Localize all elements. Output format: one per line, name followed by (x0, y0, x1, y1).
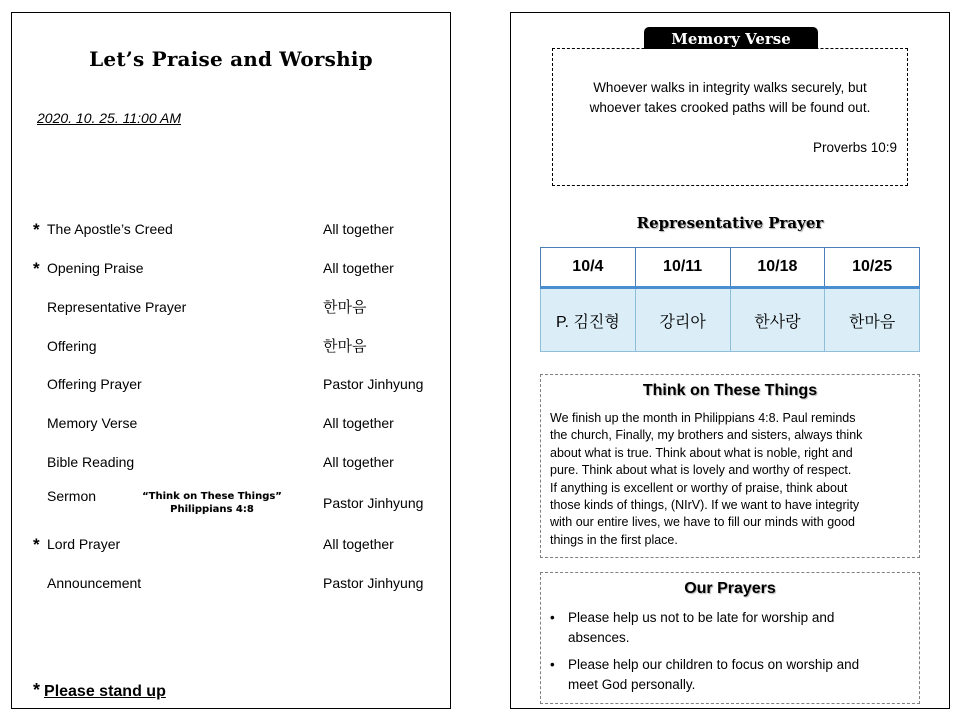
order-leader: All together (323, 260, 394, 276)
order-leader: All together (323, 536, 394, 552)
memory-verse-box (552, 48, 908, 186)
order-row (12, 415, 450, 437)
bullet: • (550, 657, 555, 672)
stand-marker: * (33, 220, 40, 239)
think-line: the church, Finally, my brothers and sisters, always think (550, 428, 863, 443)
memory-verse-reference: Proverbs 10:9 (812, 140, 897, 155)
prayers-title: Our Prayers (684, 580, 776, 597)
stand-up-text: Please stand up (44, 683, 166, 700)
date-header: 10/4 (541, 248, 636, 288)
think-line: things in the first place. (550, 532, 678, 547)
order-leader: 한마음 (323, 299, 367, 316)
order-leader: All together (323, 454, 394, 470)
order-item: Lord Prayer (47, 536, 121, 552)
prayer-line: meet God personally. (568, 677, 696, 692)
prayer-line: Please help our children to focus on worship and (568, 657, 860, 672)
order-row (12, 221, 450, 243)
memory-verse-line: whoever takes crooked paths will be found out. (589, 100, 871, 115)
stand-marker: * (33, 680, 41, 700)
order-leader: Pastor Jinhyung (323, 575, 424, 591)
think-line: with our entire lives, we have to fill our minds with good (550, 515, 856, 530)
sermon-subtitle (122, 490, 302, 516)
service-date: 2020. 10. 25. 11:00 AM (37, 110, 181, 126)
order-item: Representative Prayer (47, 299, 187, 315)
table-row (541, 288, 920, 352)
think-on-these-things-box (540, 374, 920, 558)
stand-marker: * (33, 535, 40, 554)
prayer-leader-cell: 한사랑 (730, 288, 825, 352)
sermon-reference: Philippians 4:8 (170, 504, 254, 515)
stand-marker: * (33, 259, 40, 278)
order-row (12, 338, 450, 360)
order-row (12, 575, 450, 597)
order-leader: All together (323, 415, 394, 431)
sermon-title: “Think on These Things” (142, 491, 282, 502)
order-item: Bible Reading (47, 454, 135, 470)
order-item: Memory Verse (47, 415, 138, 431)
memory-verse-tab: Memory Verse (644, 27, 818, 49)
bullet: • (550, 610, 555, 625)
order-row (12, 299, 450, 321)
order-row (12, 260, 450, 282)
think-line: those kinds of things, (NIrV). If we want to have integrity (550, 498, 860, 513)
order-item: Announcement (47, 575, 142, 591)
order-leader: Pastor Jinhyung (323, 376, 424, 392)
prayer-leader-cell: 한마음 (825, 288, 920, 352)
order-item: Offering Prayer (47, 376, 142, 392)
info-panel (510, 12, 950, 709)
think-line: about what is true. Think about what is noble, right and (550, 445, 853, 460)
order-of-worship-panel (11, 12, 451, 709)
order-leader: All together (323, 221, 394, 237)
date-header: 10/11 (635, 248, 730, 288)
think-title: Think on These Things (642, 382, 818, 399)
think-line: If anything is excellent or worthy of praise, think about (550, 480, 848, 495)
rep-prayer-table (540, 247, 920, 352)
memory-verse-text (553, 78, 907, 118)
order-item: Opening Praise (47, 260, 144, 276)
think-line: pure. Think about what is lovely and worthy of respect. (550, 463, 852, 478)
prayer-leader-cell: 강리아 (635, 288, 730, 352)
page-title: Let’s Praise and Worship (89, 47, 373, 71)
date-header: 10/18 (730, 248, 825, 288)
think-body (550, 410, 911, 549)
our-prayers-box (540, 572, 920, 704)
date-header: 10/25 (825, 248, 920, 288)
order-row (12, 376, 450, 398)
order-item: Sermon (47, 488, 97, 504)
order-leader: 한마음 (323, 338, 367, 355)
prayer-line: absences. (568, 630, 630, 645)
rep-prayer-title: Representative Prayer (636, 214, 824, 232)
prayer-leader-cell: P. 김진형 (541, 288, 636, 352)
order-item: Offering (47, 338, 97, 354)
order-row (12, 454, 450, 476)
list-item (550, 608, 899, 648)
stand-up-note (33, 680, 166, 701)
order-row (12, 536, 450, 558)
list-item (550, 655, 899, 695)
prayer-line: Please help us not to be late for worship and (568, 610, 835, 625)
order-leader: Pastor Jinhyung (323, 495, 424, 511)
table-header-row (541, 248, 920, 288)
think-line: We finish up the month in Philippians 4:8. Paul reminds (550, 411, 856, 425)
memory-verse-line: Whoever walks in integrity walks securely, but (593, 80, 867, 95)
order-item: The Apostle’s Creed (47, 221, 173, 237)
